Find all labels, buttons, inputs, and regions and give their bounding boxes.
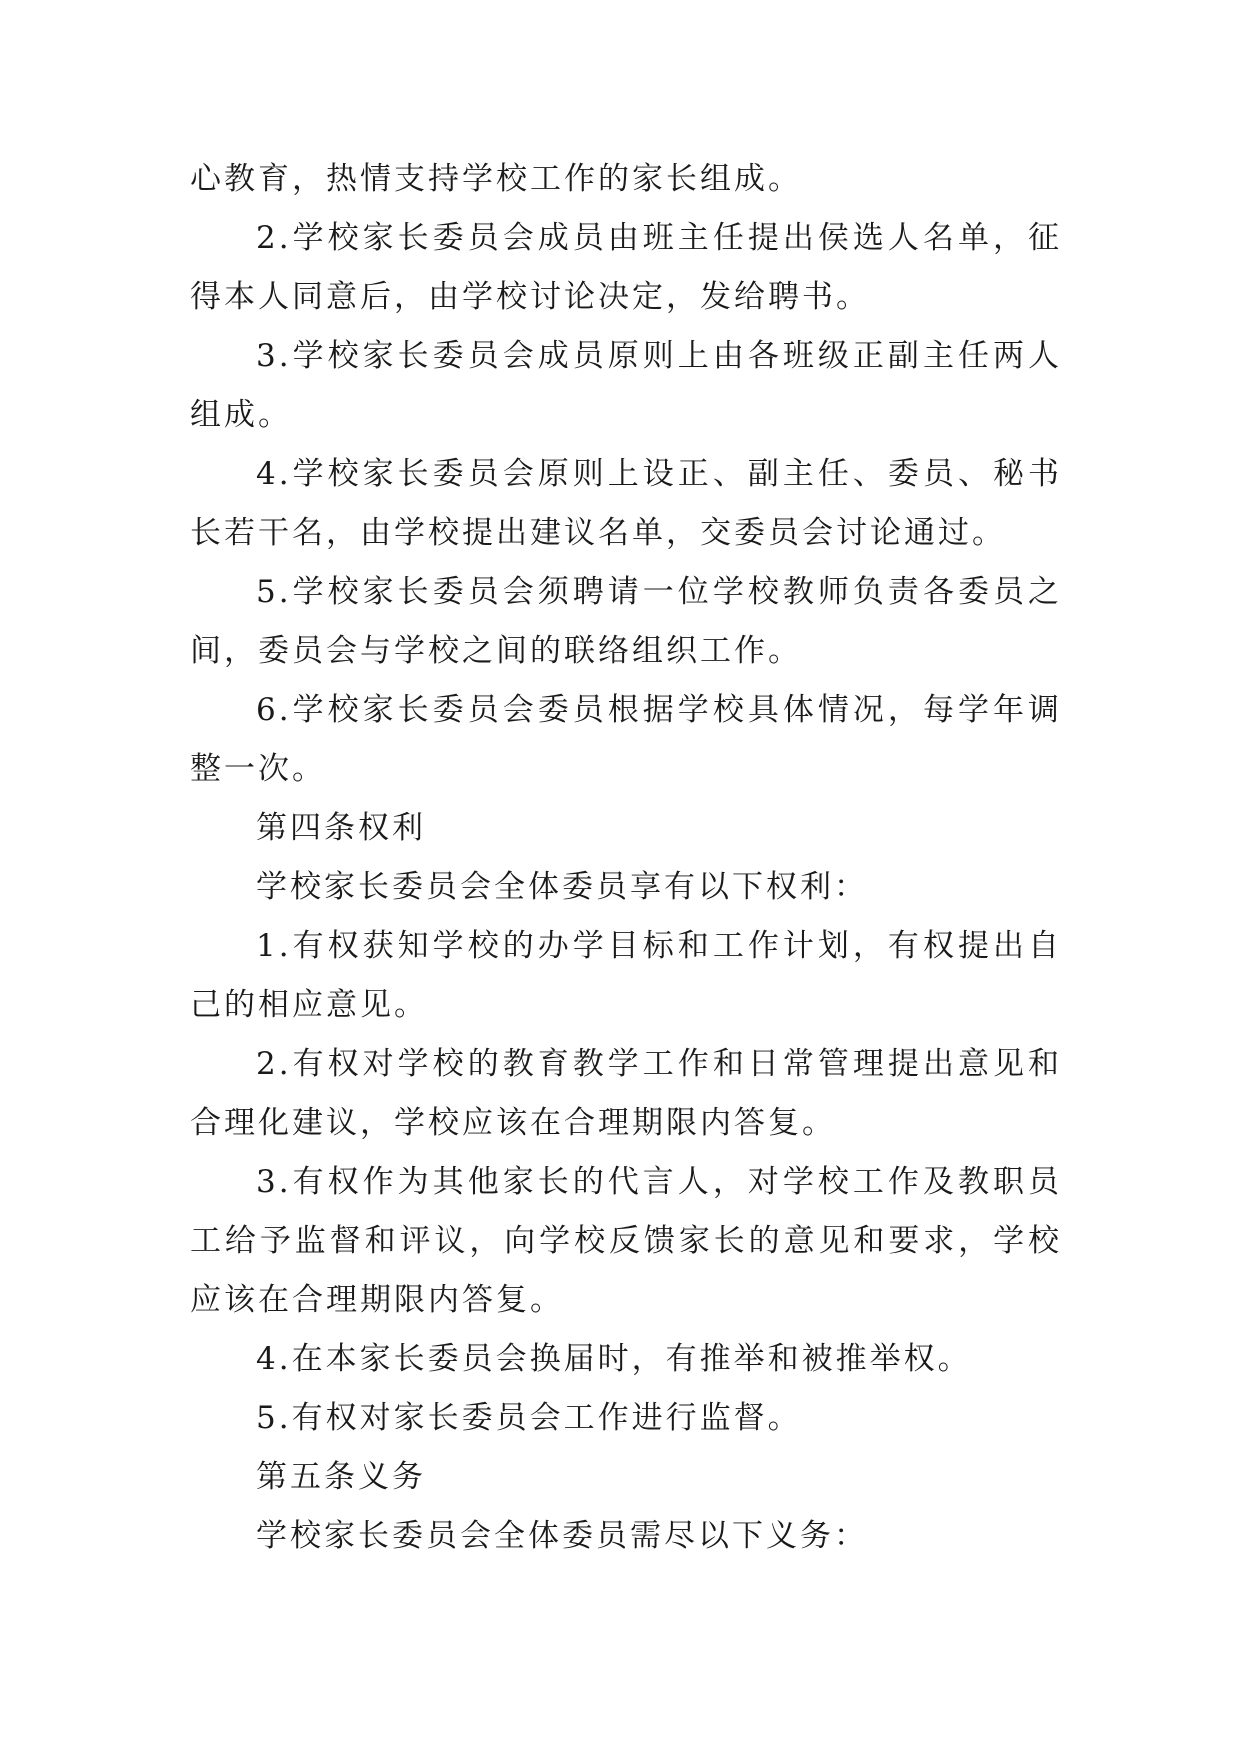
paragraph-right-4: 4.在本家长委员会换届时，有推举和被推举权。 — [256, 1341, 972, 1377]
paragraph-item-3-composition: 3.学校家长委员会成员原则上由各班级正副主任两人组成。 — [190, 338, 1062, 433]
paragraph-item-6-adjustment: 6.学校家长委员会委员根据学校具体情况，每学年调整一次。 — [190, 692, 1062, 787]
paragraph-item-2-candidates: 2.学校家长委员会成员由班主任提出侯选人名单，征得本人同意后，由学校讨论决定，发给聘书。 — [190, 220, 1062, 315]
paragraph-rights-intro: 学校家长委员会全体委员享有以下权利： — [256, 869, 868, 905]
paragraph-right-1: 1.有权获知学校的办学目标和工作计划，有权提出自己的相应意见。 — [190, 928, 1062, 1023]
section-heading-rights: 第四条权利 — [256, 810, 426, 846]
paragraph-obligations-intro: 学校家长委员会全体委员需尽以下义务： — [256, 1518, 868, 1554]
paragraph-item-4-positions: 4.学校家长委员会原则上设正、副主任、委员、秘书长若干名，由学校提出建议名单，交委员会讨论通过。 — [190, 456, 1062, 551]
document-body — [190, 150, 1062, 1566]
paragraph-right-3: 3.有权作为其他家长的代言人，对学校工作及教职员工给予监督和评议，向学校反馈家长的意见和要求，学校应该在合理期限内答复。 — [190, 1164, 1062, 1318]
paragraph-right-2: 2.有权对学校的教育教学工作和日常管理提出意见和合理化建议，学校应该在合理期限内答复。 — [190, 1046, 1062, 1141]
paragraph-right-5: 5.有权对家长委员会工作进行监督。 — [256, 1400, 802, 1436]
section-heading-obligations: 第五条义务 — [256, 1459, 426, 1495]
paragraph-continuation: 心教育，热情支持学校工作的家长组成。 — [190, 161, 802, 197]
paragraph-item-5-liaison: 5.学校家长委员会须聘请一位学校教师负责各委员之间，委员会与学校之间的联络组织工作。 — [190, 574, 1062, 669]
